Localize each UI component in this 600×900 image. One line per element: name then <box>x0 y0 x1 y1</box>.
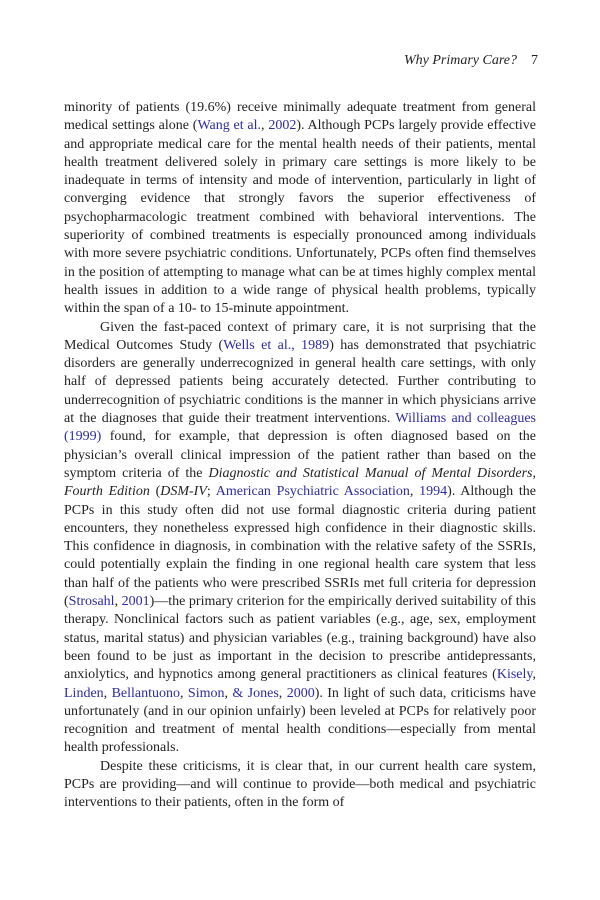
citation-link-linden[interactable]: Linden <box>64 685 104 701</box>
paragraph-1 <box>64 99 536 319</box>
text-run: , <box>224 685 233 701</box>
citation-link-wang-authors[interactable]: Wang et al. <box>197 118 262 134</box>
citation-link-wang-year[interactable]: 2002 <box>268 118 297 134</box>
text-run: minority of patients (19.6%) receive minimally adequate treatment from general medical settings alone ( <box>64 100 536 134</box>
text-run: , <box>103 685 112 701</box>
text-run: Despite these criticisms, it is clear that, in our current health care system, PCPs are providing—and will continue to provide—both medical and psychiatric interventions to their patients, often in the form of <box>64 758 536 811</box>
citation-link-williams[interactable]: Williams and colleagues (1999) <box>64 411 536 445</box>
citation-link-kisely[interactable]: Kisely <box>496 667 533 683</box>
text-run: ( <box>149 484 161 500</box>
citation-link-strosahl-author[interactable]: Strosahl <box>68 594 115 610</box>
dsm-abbreviation: DSM-IV <box>160 484 207 500</box>
citation-link-simon[interactable]: Simon <box>187 685 225 701</box>
text-run: ). Although the PCPs in this study often did not use formal diagnostic criteria during patient encounters, they nonetheless expressed high confidence in their diagnostic skills. This confidence in diagnosis, in combination with the relative safety of the SSRIs, could potentially explain the finding in one regional health care system that less than half of the patients who were prescribed SSRIs met full criteria for depression ( <box>64 484 536 610</box>
text-run: )—the primary criterion for the empirically derived suitability of this therapy. Nonclinical factors such as patient variables (e.g., age, sex, employment status, marital status) and physician variables (e.g., training background) have also been found to be just as important in the decision to prescribe antidepressants, anxiolytics, and hypnotics among general practitioners as clinical features ( <box>64 594 536 683</box>
text-run: ; <box>206 484 216 500</box>
text-run: , <box>114 594 122 610</box>
text-run: ) has demonstrated that psychiatric disorders are generally underrecognized in general health care settings, with only half of depressed patients being accurately detected. Further contributing to underrecognition of psychiatric conditions is the manner in which physicians arrive at the diagnoses that guide their treatment interventions. <box>64 337 536 427</box>
text-run: , <box>532 667 536 683</box>
text-run: Given the fast-paced context of primary care, it is not surprising that the Medical Outcomes Study ( <box>64 319 536 353</box>
dsm-title: Diagnostic and Statistical Manual of Mental Disorders, Fourth Edition <box>64 465 536 500</box>
citation-link-bellantuono[interactable]: Bellantuono <box>111 685 180 701</box>
body-text <box>64 99 536 813</box>
citation-link-apa-authors[interactable]: American Psychiatric Association <box>215 484 410 500</box>
page-number: 7 <box>531 53 538 68</box>
citation-link-strosahl-year[interactable]: 2001 <box>121 594 150 610</box>
citation-link-kisely-year[interactable]: 2000 <box>286 685 315 701</box>
citation-link-wells[interactable]: Wells et al., 1989 <box>223 337 330 353</box>
text-run: , <box>261 118 269 134</box>
citation-link-apa-year[interactable]: 1994 <box>419 484 448 500</box>
text-run: , <box>180 685 188 701</box>
running-head-title: Why Primary Care? <box>403 53 517 68</box>
text-run: ). Although PCPs largely provide effective and appropriate medical care for the mental health needs of their patients, mental health treatment delivered solely in primary care settings is more likely to be inadequate in terms of intensity and mode of intervention, particularly in light of converging evidence that strongly favors the superior effectiveness of psychopharmacologic treatment combined with behavioral interventions. The superiority of combined treatments is especially pronounced among individuals with more severe psychiatric conditions. Unfortunately, PCPs often find themselves in the position of attempting to manage what can be at times highly complex mental health issues in addition to a wide range of physical health problems, typically within the span of a 10- to 15-minute appointment. <box>64 118 536 317</box>
paragraph-2 <box>64 319 536 758</box>
text-run: ). In light of such data, criticisms have unfortunately (and in our opinion unfairly) been leveled at PCPs for relatively poor recognition and treatment of mental health conditions—especially from mental health professionals. <box>64 685 537 756</box>
text-run: , <box>409 484 420 500</box>
text-run: , <box>278 685 287 701</box>
running-head <box>404 51 538 71</box>
text-run: found, for example, that depression is often diagnosed based on the physician’s overall clinical impression of the patient rather than based on the symptom criteria of the <box>64 429 536 481</box>
paragraph-3 <box>64 758 536 813</box>
citation-link-jones[interactable]: & Jones <box>232 685 279 701</box>
